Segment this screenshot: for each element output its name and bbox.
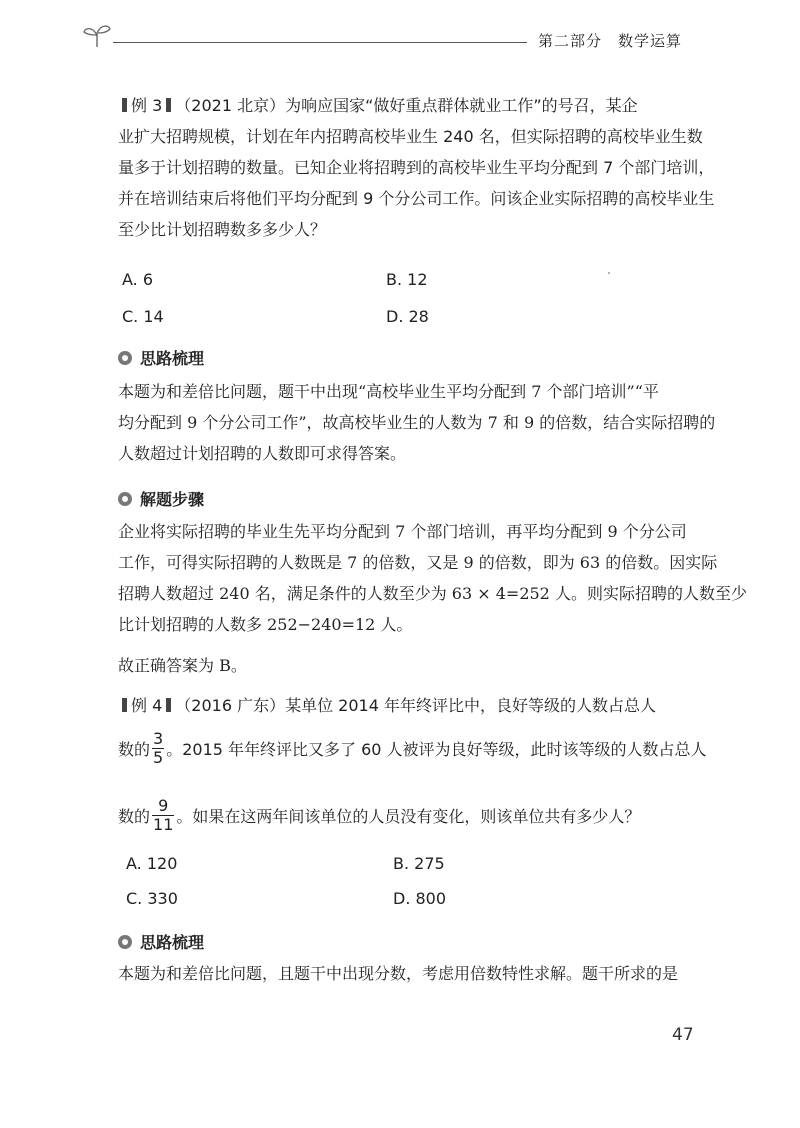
section-bullet-icon bbox=[118, 935, 132, 949]
example4-analysis-line-1: 本题为和差倍比问题，且题干中出现分数，考虑用倍数特性求解。题干所求的是 bbox=[118, 964, 679, 983]
example3-answer: 故正确答案为 B。 bbox=[118, 656, 247, 675]
header-section-title: 第二部分 数学运算 bbox=[538, 32, 683, 50]
example3-line-4: 并在培训结束后将他们平均分配到 9 个分公司工作。问该企业实际招聘的高校毕业生 bbox=[118, 189, 715, 208]
example4-analysis-heading: 思路梳理 bbox=[118, 930, 204, 953]
example4-option-c: C. 330 bbox=[126, 889, 178, 908]
example-marker-icon bbox=[166, 98, 171, 112]
example3-option-d: D. 28 bbox=[386, 307, 429, 326]
example3-option-a: A. 6 bbox=[122, 270, 154, 289]
example4-option-b: B. 275 bbox=[393, 854, 445, 873]
example3-steps-line-4: 比计划招聘的人数多 252−240=12 人。 bbox=[118, 615, 413, 634]
example4-label: 例 4 bbox=[131, 696, 163, 715]
example3-steps-heading: 解题步骤 bbox=[118, 487, 204, 510]
example3-steps-line-1: 企业将实际招聘的毕业生先平均分配到 7 个部门培训，再平均分配到 9 个分公司 bbox=[118, 522, 687, 541]
section-bullet-icon bbox=[118, 351, 132, 365]
example4-line-3: 数的 $\frac{9}{11}$ 。如果在这两年间该单位的人员没有变化，则该单位共有多少人？ bbox=[118, 796, 641, 834]
example-marker-icon bbox=[122, 98, 127, 112]
example3-line-2: 业扩大招聘规模，计划在年内招聘高校毕业生 240 名，但实际招聘的高校毕业生数 bbox=[118, 127, 703, 146]
example3-analysis bbox=[118, 376, 716, 469]
example3-line-1: 例 3 （2021 北京）为响应国家“做好重点群体就业工作”的号召，某企 bbox=[118, 90, 693, 121]
example3-line-3: 量多于计划招聘的数量。已知企业将招聘到的高校毕业生平均分配到 7 个部门培训， bbox=[118, 158, 715, 177]
example4-line-1: 例 4 （2016 广东）某单位 2014 年年终评比中，良好等级的人数占总人 bbox=[118, 690, 693, 721]
page-number: 47 bbox=[672, 1025, 694, 1045]
example-marker-icon bbox=[166, 698, 171, 712]
example3-option-b: B. 12 bbox=[386, 270, 428, 289]
example4-option-d: D. 800 bbox=[393, 889, 447, 908]
example3-option-c: C. 14 bbox=[122, 307, 164, 326]
example3-line-5: 至少比计划招聘数多多少人？ bbox=[118, 220, 327, 239]
example4-option-a: A. 120 bbox=[126, 854, 178, 873]
example3-steps bbox=[118, 516, 747, 640]
example3-analysis-line-2: 均分配到 9 个分公司工作”，故高校毕业生的人数为 7 和 9 的倍数，结合实际招聘的 bbox=[118, 413, 716, 432]
example3-analysis-line-3: 人数超过计划招聘的人数即可求得答案。 bbox=[118, 444, 407, 463]
example3-question bbox=[118, 90, 715, 245]
example4-analysis bbox=[118, 958, 693, 989]
scan-speck bbox=[608, 272, 610, 274]
example3-steps-line-2: 工作，可得实际招聘的人数既是 7 的倍数，又是 9 的倍数，即为 63 的倍数。因实际 bbox=[118, 553, 718, 572]
fraction-nine-elevenths: $\frac{9}{11}$ bbox=[153, 796, 174, 834]
example3-analysis-heading: 思路梳理 bbox=[118, 346, 204, 369]
sprout-logo-icon bbox=[82, 22, 112, 48]
fraction-three-fifths: $\frac{3}{5}$ bbox=[153, 729, 164, 767]
example4-line-2: 数的 $\frac{3}{5}$ 。2015 年年终评比又多了 60 人被评为良好等级，此时该等级的人数占总人 bbox=[118, 729, 707, 767]
header-rule bbox=[113, 42, 527, 43]
example3-steps-line-3: 招聘人数超过 240 名，满足条件的人数至少为 63 × 4=252 人。则实际招聘的人数至少 bbox=[118, 584, 747, 603]
section-bullet-icon bbox=[118, 492, 132, 506]
example-marker-icon bbox=[122, 698, 127, 712]
example3-label: 例 3 bbox=[131, 96, 163, 115]
example3-analysis-line-1: 本题为和差倍比问题，题干中出现“高校毕业生平均分配到 7 个部门培训”“平 bbox=[118, 382, 659, 401]
